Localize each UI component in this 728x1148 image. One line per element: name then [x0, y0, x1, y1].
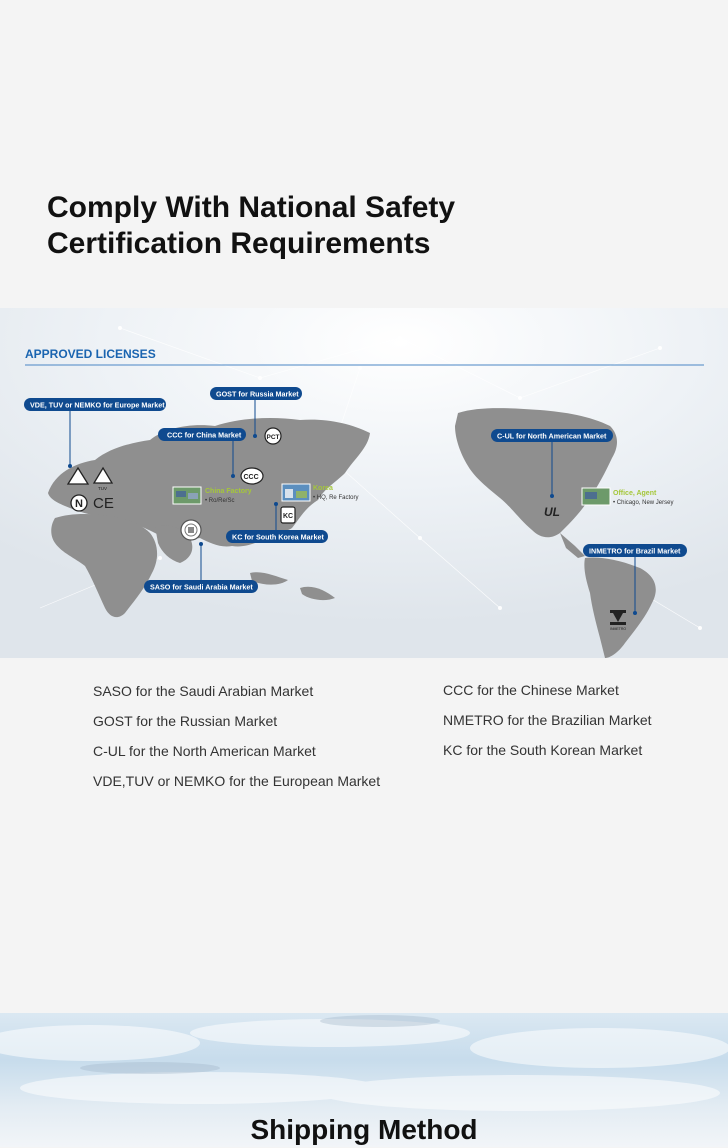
list-item: C-UL for the North American Market: [93, 743, 316, 759]
license-list-left: [93, 681, 380, 801]
svg-text:KC for South Korea Market: KC for South Korea Market: [232, 532, 324, 542]
map-title: APPROVED LICENSES: [25, 347, 156, 361]
svg-text:• Chicago, New Jersey: • Chicago, New Jersey: [613, 500, 674, 506]
gost-icon: [265, 428, 281, 444]
svg-text:CCC for China Market: CCC for China Market: [167, 430, 242, 440]
approved-licenses-map: [0, 308, 728, 658]
license-list-right: [443, 680, 652, 770]
list-item: KC for the South Korean Market: [443, 742, 643, 758]
kc-icon: [281, 507, 295, 523]
heading-line-2: Certification Requirements: [47, 227, 431, 260]
section-heading: [47, 190, 567, 262]
list-item: GOST for the Russian Market: [93, 713, 278, 729]
saso-icon: [181, 520, 201, 540]
tuv-mark-label: TUV: [98, 486, 107, 491]
cul-icon: [544, 505, 560, 519]
svg-text:GOST for Russia Market: GOST for Russia Market: [216, 389, 299, 399]
shipping-title: Shipping Method: [250, 1114, 478, 1145]
cul-mark-text: UL: [544, 505, 560, 519]
heading-line-1: Comply With National Safety: [47, 191, 456, 224]
list-item: CCC for the Chinese Market: [443, 682, 619, 698]
nemko-mark-letter: N: [75, 498, 83, 510]
list-item: VDE,TUV or NEMKO for the European Market: [93, 773, 381, 789]
svg-text:VDE, TUV or NEMKO for Europe M: VDE, TUV or NEMKO for Europe Market: [30, 400, 165, 410]
svg-text:• Ro/Re/Sc: • Ro/Re/Sc: [205, 498, 235, 504]
svg-text:SASO for Saudi Arabia Market: SASO for Saudi Arabia Market: [150, 582, 253, 592]
list-item: SASO for the Saudi Arabian Market: [93, 683, 314, 699]
svg-text:INMETRO for Brazil Market: INMETRO for Brazil Market: [589, 546, 681, 556]
svg-text:Office, Agent: Office, Agent: [613, 490, 657, 497]
ce-icon: CE: [93, 495, 114, 512]
list-item: NMETRO for the Brazilian Market: [443, 712, 652, 728]
kc-mark-text: KC: [283, 513, 294, 520]
ccc-mark-text: CCC: [243, 474, 259, 481]
svg-text:Korea: Korea: [313, 485, 333, 492]
svg-text:China Factory: China Factory: [205, 488, 252, 495]
svg-text:• HQ, Re Factory: • HQ, Re Factory: [313, 495, 359, 501]
svg-text:C-UL for North American Market: C-UL for North American Market: [497, 431, 607, 441]
gost-mark-text: PCT: [266, 434, 280, 441]
inmetro-mark-text: INMETRO: [610, 627, 627, 631]
ccc-icon: [241, 468, 263, 484]
